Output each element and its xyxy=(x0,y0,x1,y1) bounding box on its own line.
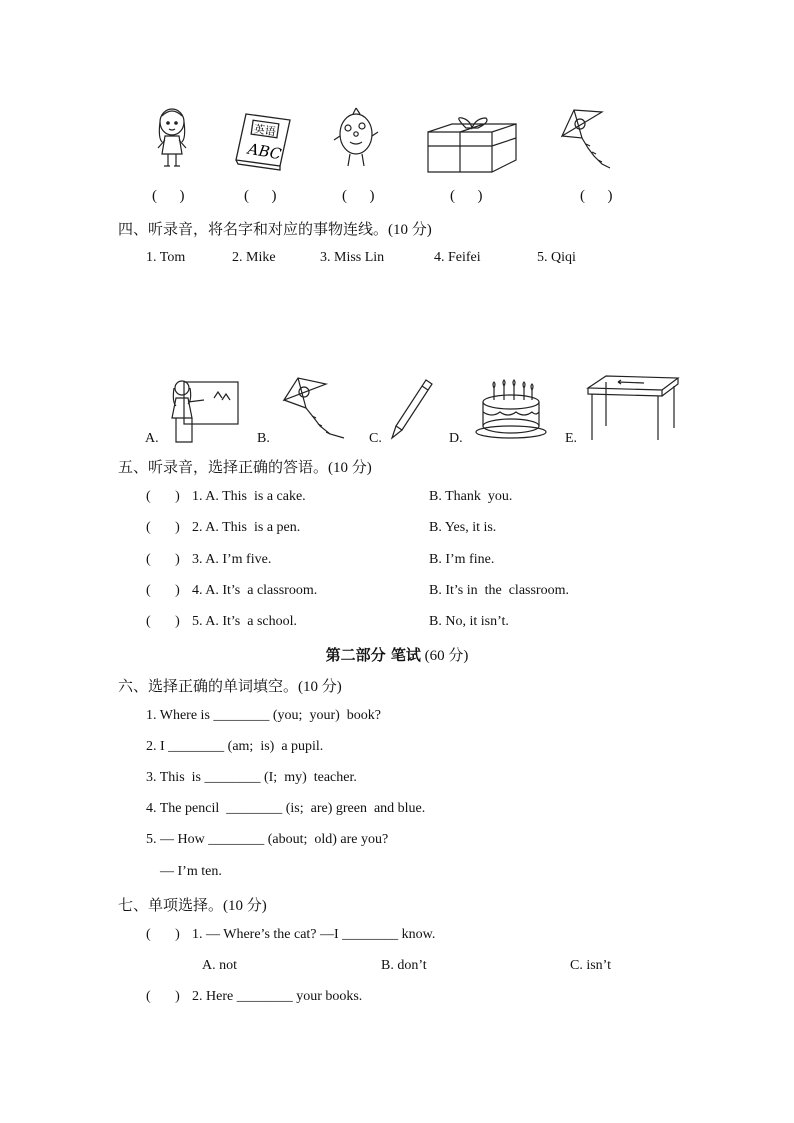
picture-1-bracket[interactable]: ( ) xyxy=(152,188,185,204)
s5-q3-option-a: 3. A. I’m five. xyxy=(192,552,272,567)
s5-q2-option-b: B. Yes, it is. xyxy=(429,520,497,535)
s7-q1-text: 1. — Where’s the cat? —I ________ know. xyxy=(192,927,436,942)
option-c-label: C. xyxy=(369,431,382,446)
option-d-label: D. xyxy=(449,431,463,446)
s5-q1-bracket[interactable]: ( ) xyxy=(146,489,180,504)
s6-q1: 1. Where is ________ (you; your) book? xyxy=(146,708,381,723)
section-5-heading: 五、听录音，选择正确的答语。(10 分) xyxy=(118,458,372,476)
s7-q2-bracket[interactable]: ( ) xyxy=(146,989,180,1004)
s5-q2-option-a: 2. A. This is a pen. xyxy=(192,520,301,535)
kite-icon xyxy=(558,108,618,170)
name-tom: 1. Tom xyxy=(146,250,186,265)
option-b-label: B. xyxy=(257,431,270,446)
s5-q5-option-b: B. No, it isn’t. xyxy=(429,614,509,629)
s5-q5-bracket[interactable]: ( ) xyxy=(146,614,180,629)
s6-q2: 2. I ________ (am; is) a pupil. xyxy=(146,739,324,754)
s7-q1-option-a: A. not xyxy=(202,958,237,973)
s5-q4-bracket[interactable]: ( ) xyxy=(146,583,180,598)
desk-icon xyxy=(584,374,680,442)
picture-5-bracket[interactable]: ( ) xyxy=(580,188,613,204)
picture-3-bracket[interactable]: ( ) xyxy=(342,188,375,204)
s6-q4: 4. The pencil ________ (is; are) green and blue. xyxy=(146,801,426,816)
s5-q3-option-b: B. I’m fine. xyxy=(429,552,495,567)
english-book-icon xyxy=(232,110,294,170)
s5-q4-option-a: 4. A. It’s a classroom. xyxy=(192,583,318,598)
kite-icon xyxy=(280,376,346,438)
s6-q3: 3. This is ________ (I; my) teacher. xyxy=(146,770,357,785)
gift-box-icon xyxy=(426,116,518,174)
option-a-label: A. xyxy=(145,431,159,446)
section-4-heading: 四、听录音，将名字和对应的事物连线。(10 分) xyxy=(118,220,432,238)
monster-toy-icon xyxy=(332,104,380,170)
section-7-heading: 七、单项选择。(10 分) xyxy=(118,896,267,914)
teacher-blackboard-icon xyxy=(164,376,240,444)
s7-q1-option-c: C. isn’t xyxy=(570,958,611,973)
s6-q5-answer: — I’m ten. xyxy=(160,864,222,879)
name-qiqi: 5. Qiqi xyxy=(537,250,576,265)
name-mike: 2. Mike xyxy=(232,250,276,265)
picture-2-bracket[interactable]: ( ) xyxy=(244,188,277,204)
s5-q4-option-b: B. It’s in the classroom. xyxy=(429,583,569,598)
s7-q1-bracket[interactable]: ( ) xyxy=(146,927,180,942)
book-cover-label: 英语 xyxy=(252,122,277,139)
pen-icon xyxy=(390,378,434,440)
s5-q3-bracket[interactable]: ( ) xyxy=(146,552,180,567)
book-cover-letters: ABC xyxy=(246,139,283,164)
s5-q1-option-b: B. Thank you. xyxy=(429,489,513,504)
part-2-title: 第二部分 笔试 (60 分) xyxy=(325,646,469,664)
s5-q5-option-a: 5. A. It’s a school. xyxy=(192,614,297,629)
s6-q5: 5. — How ________ (about; old) are you? xyxy=(146,832,389,847)
s5-q1-option-a: 1. A. This is a cake. xyxy=(192,489,306,504)
option-e-label: E. xyxy=(565,431,578,446)
section-6-heading: 六、选择正确的单词填空。(10 分) xyxy=(118,677,342,695)
s7-q1-option-b: B. don’t xyxy=(381,958,427,973)
picture-4-bracket[interactable]: ( ) xyxy=(450,188,483,204)
name-miss-lin: 3. Miss Lin xyxy=(320,250,385,265)
girl-icon xyxy=(150,104,194,172)
birthday-cake-icon xyxy=(474,378,548,440)
name-feifei: 4. Feifei xyxy=(434,250,481,265)
s5-q2-bracket[interactable]: ( ) xyxy=(146,520,180,535)
s7-q2-text: 2. Here ________ your books. xyxy=(192,989,363,1004)
